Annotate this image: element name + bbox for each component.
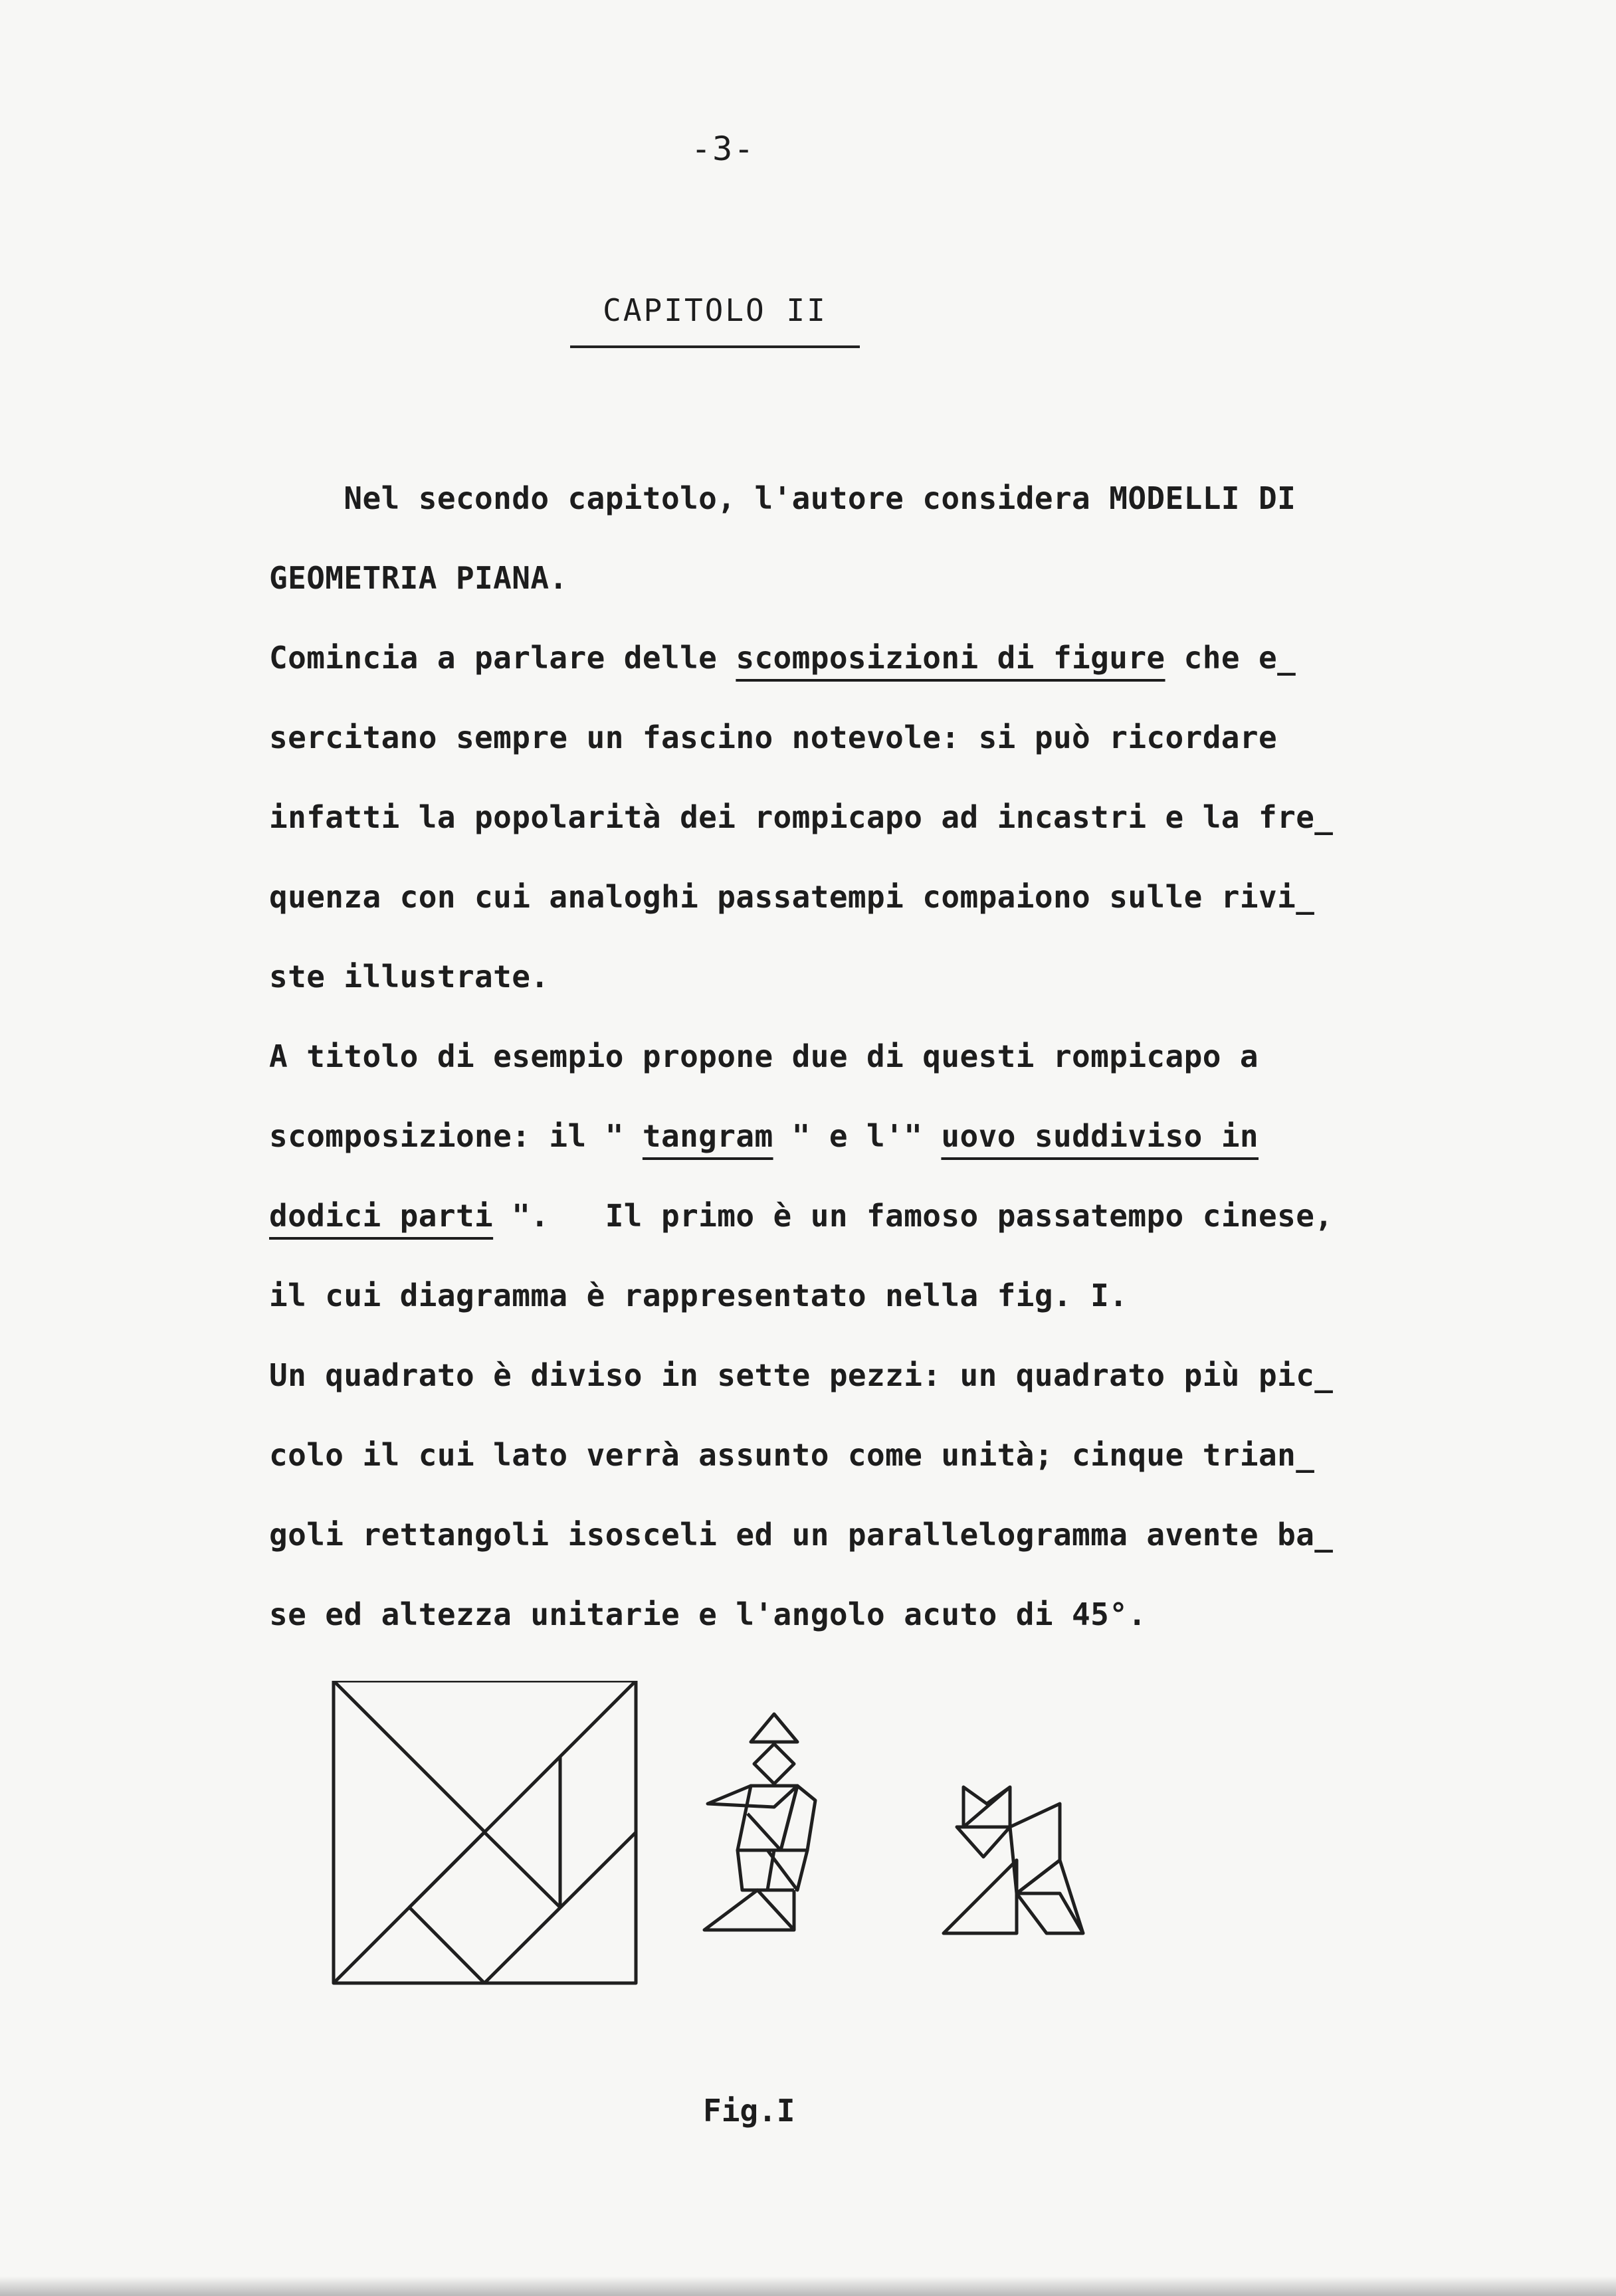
text-segment: ste illustrate. [269, 959, 550, 995]
text-segment: colo il cui lato verrà assunto come unità; cinque trian_ [269, 1437, 1315, 1473]
figure-tangram [319, 1681, 1183, 2013]
text-line [269, 1575, 1478, 1654]
text-segment: GEOMETRIA PIANA. [269, 560, 568, 596]
text-segment: Nel secondo capitolo, l'autore considera MODELLI DI [269, 480, 1296, 516]
text-segment: Un quadrato è diviso in sette pezzi: un quadrato più pic_ [269, 1357, 1334, 1393]
figure-caption: Fig.I [703, 2093, 795, 2129]
text-line [269, 937, 1478, 1016]
tangram-cat-icon [944, 1787, 1083, 1933]
page-number: -3- [691, 130, 756, 168]
text-line [269, 538, 1478, 618]
text-line [269, 618, 1478, 698]
text-segment: che e_ [1165, 640, 1296, 676]
text-segment: scomposizione: il " [269, 1118, 643, 1154]
underlined-text: dodici parti [269, 1198, 494, 1234]
underlined-text: tangram [642, 1118, 773, 1154]
text-line [269, 1256, 1478, 1335]
underlined-text: scomposizioni di figure [736, 640, 1165, 676]
text-line [269, 1096, 1478, 1176]
text-line [269, 1016, 1478, 1096]
text-segment: goli rettangoli isosceli ed un parallelogramma avente ba_ [269, 1517, 1334, 1553]
text-segment: ". Il primo è un famoso passatempo cinese, [493, 1198, 1334, 1234]
text-segment: il cui diagramma è rappresentato nella fig. I. [269, 1278, 1128, 1313]
text-segment: infatti la popolarità dei rompicapo ad incastri e la fre_ [269, 799, 1334, 835]
text-line [269, 698, 1478, 777]
text-line [269, 1415, 1478, 1495]
body-text [269, 458, 1478, 1654]
text-line [269, 777, 1478, 857]
scan-edge-shadow [0, 2276, 1616, 2296]
text-segment: " e l'" [773, 1118, 942, 1154]
tangram-square-icon [334, 1681, 636, 1983]
text-line [269, 1176, 1478, 1256]
text-segment: sercitano sempre un fascino notevole: si può ricordare [269, 719, 1278, 755]
text-segment: quenza con cui analoghi passatempi compaiono sulle rivi_ [269, 879, 1315, 915]
chapter-title: CAPITOLO II [570, 292, 860, 348]
text-line [269, 1335, 1478, 1415]
text-line [269, 458, 1478, 538]
text-segment: Comincia a parlare delle [269, 640, 736, 676]
text-line [269, 857, 1478, 937]
tangram-person-icon [704, 1714, 815, 1930]
underlined-text: uovo suddiviso in [941, 1118, 1259, 1154]
text-segment: se ed altezza unitarie e l'angolo acuto di 45°. [269, 1596, 1147, 1632]
text-line [269, 1495, 1478, 1575]
text-segment: A titolo di esempio propone due di questi rompicapo a [269, 1038, 1259, 1074]
